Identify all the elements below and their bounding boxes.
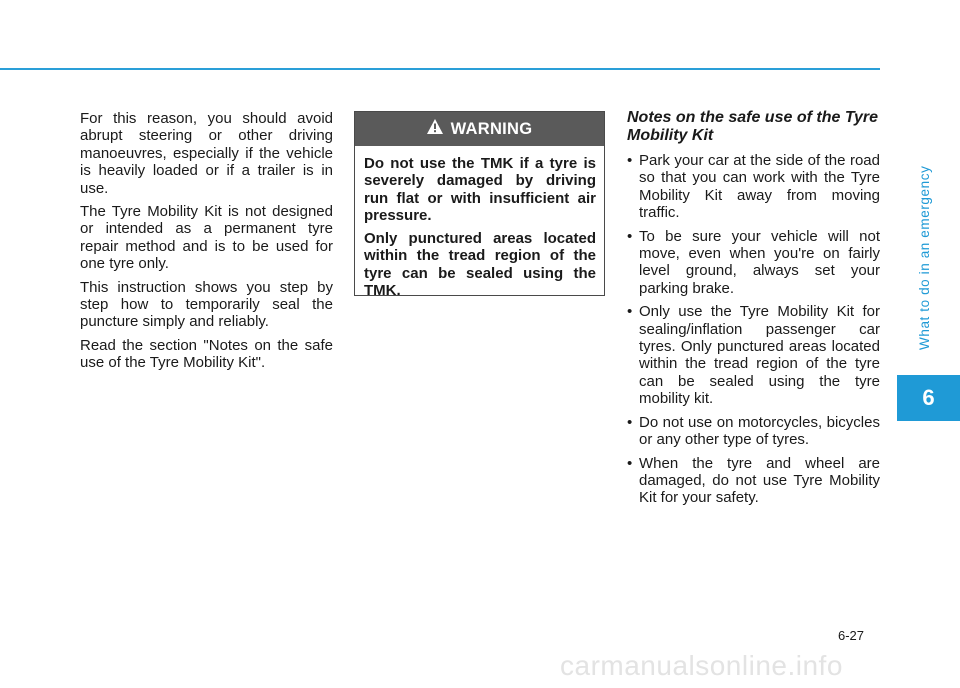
warning-title: WARNING <box>450 119 533 138</box>
paragraph: For this reason, you should avoid abrupt steering or other driving manoeuvres, especially if the vehicle is heavily loaded or if a trailer is in use. <box>80 110 333 197</box>
chapter-tab[interactable] <box>897 375 960 421</box>
warning-body <box>355 146 604 299</box>
bullet-icon: • <box>627 413 633 431</box>
bullet-icon: • <box>627 454 633 472</box>
list-item <box>627 303 880 407</box>
list-item <box>627 414 880 449</box>
bullet-list <box>627 152 880 507</box>
list-item-text: Only use the Tyre Mobility Kit for sealing/inflation passenger car tyres. Only punctured areas located within the tread region of the tyre can be sealed using the tyre mobility kit. <box>639 303 880 408</box>
chapter-title: What to do in an emergency <box>917 165 932 350</box>
paragraph: The Tyre Mobility Kit is not designed or intended as a permanent tyre repair method and is to be used for one tyre only. <box>80 203 333 273</box>
list-item-text: To be sure your vehicle will not move, even when you're on fairly level ground, always set your parking brake. <box>639 227 880 297</box>
list-item-text: Park your car at the side of the road so that you can work with the Tyre Mobility Kit away from moving traffic. <box>639 152 880 222</box>
page-number: 6-27 <box>838 628 865 643</box>
right-column <box>627 109 880 513</box>
warning-triangle-icon <box>427 119 443 139</box>
header-rule <box>0 68 880 70</box>
paragraph: This instruction shows you step by step how to temporarily seal the puncture simply and reliably. <box>80 278 333 331</box>
list-item-text: When the tyre and wheel are damaged, do not use Tyre Mobility Kit for your safety. <box>639 454 880 507</box>
bullet-icon: • <box>627 303 633 321</box>
list-item <box>627 228 880 298</box>
bullet-icon: • <box>627 152 633 169</box>
bullet-icon: • <box>627 227 633 245</box>
paragraph: Read the section "Notes on the safe use of the Tyre Mobility Kit". <box>80 336 333 372</box>
left-column <box>80 110 333 378</box>
warning-header <box>355 112 604 146</box>
section-heading: Notes on the safe use of the Tyre Mobility Kit <box>627 109 879 144</box>
warning-paragraph: Do not use the TMK if a tyre is severely damaged by driving run flat or with insufficient air pressure. <box>364 155 596 224</box>
list-item <box>627 152 880 222</box>
warning-paragraph: Only punctured areas located within the tread region of the tyre can be sealed using the TMK. <box>364 230 596 300</box>
list-item <box>627 455 880 507</box>
list-item-text: Do not use on motorcycles, bicycles or any other type of tyres. <box>639 413 880 449</box>
chapter-number: 6 <box>922 385 935 410</box>
watermark: carmanualsonline.info <box>560 650 843 681</box>
warning-box <box>354 111 605 300</box>
